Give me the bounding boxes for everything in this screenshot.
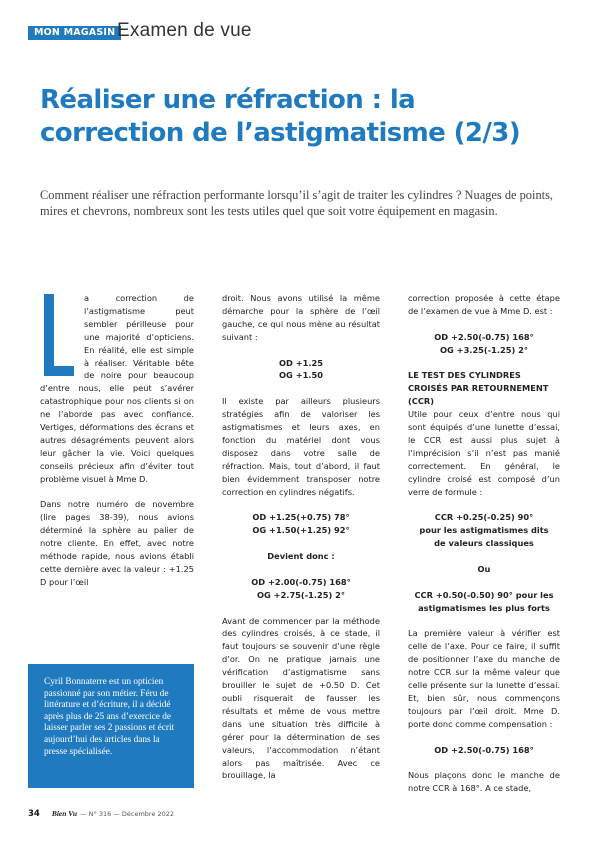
formula-line: CCR +0.25(-0.25) 90° xyxy=(434,512,534,523)
dropcap-letter-icon xyxy=(40,292,76,378)
paragraph: Utile pour ceux d’entre nous qui sont équipés d’une lunette d’essai, le CCR est aussi plus sujet à l’imprécision s’il n’est pas manié correctement. En général, le cylindre croisé est composé d’un verre de formule : xyxy=(408,409,560,497)
issue-info: — N° 316 — Décembre 2022 xyxy=(80,810,175,818)
formula xyxy=(222,357,380,383)
formula-line: OG +1.50(+1.25) 92° xyxy=(252,525,350,536)
section-tag: MON MAGASIN xyxy=(28,26,121,40)
article-column-3 xyxy=(408,292,560,808)
formula xyxy=(222,511,380,537)
dropcap xyxy=(40,292,76,380)
paragraph: Il existe par ailleurs plusieurs stratégies afin de valoriser les astigmatismes et leurs axes, en fonction du matériel dont vous disposez dans votre salle de réfraction. Mais, tout d’abord, il faut bien évidemment transposer notre correction en cylindres négatifs. xyxy=(222,396,380,497)
formula-line: OG +2.75(-1.25) 2° xyxy=(257,589,345,600)
formula-line: astigmatismes les plus forts xyxy=(418,602,550,613)
page-footer xyxy=(28,809,174,819)
subheading: LE TEST DES CYLINDRES CROISÉS PAR RETOURNEMENT (CCR) xyxy=(408,370,549,407)
article-column-2 xyxy=(222,292,380,795)
formula-line: pour les astigmatismes dits xyxy=(419,525,549,536)
paragraph: droit. Nous avons utilisé la même démarche pour la sphère de l’œil gauche, ce qui nous mène au résultat suivant : xyxy=(222,293,380,342)
paragraph: a correction de l’astigmatisme peut sembler périlleuse pour une majorité d’opticiens. En réalité, elle est simple à réaliser. Véritable bête de noire pour beaucoup d’entre nous, elle peut s’avérer catastrophique pour nos clients si on ne l’aborde pas avec confiance. Vertiges, déformations des écrans et autres désagréments peuvent alors leur gâcher la vie. Voici quelques conseils précieux afin d’éviter tout problème visuel à Mme D. xyxy=(40,293,194,484)
formula xyxy=(222,576,380,602)
formula xyxy=(408,511,560,550)
paragraph: Nous plaçons donc le manche de notre CCR à 168°. A ce stade, xyxy=(408,770,560,794)
formula-line: CCR +0.50(-0.50) 90° pour les xyxy=(414,589,554,600)
author-bio: Cyril Bonnaterre est un opticien passionné par son métier. Féru de littérature et d’écriture, il a décidé après plus de 25 ans d’exercice de laisser parler ses 2 passions et écrit aujourd’hui des articles dans la presse spécialisée. xyxy=(44,677,175,757)
section-title: Examen de vue xyxy=(117,20,252,41)
formula xyxy=(408,331,560,357)
formula-line: OG +1.50 xyxy=(279,370,323,381)
formula xyxy=(408,589,560,615)
paragraph: Avant de commencer par la méthode des cylindres croisés, à ce stade, il faut toujours se souvenir d’une règle d’or. On ne pratique jamais une vérification d’astigmatisme sans brouiller le sujet de +0.50 D. Cet oubli risquerait de fausser les résultats et même de vous mettre dans une situation très difficile à gérer pour la détermination de ses valeurs, l’accommodation n’étant alors pas maîtrisée. Avec ce brouillage, la xyxy=(222,615,380,781)
formula-label: Devient donc : xyxy=(267,551,335,562)
article-column-1 xyxy=(40,292,194,602)
article-title: Réaliser une réfraction : la correction de l’astigmatisme (2/3) xyxy=(40,85,521,148)
paragraph: Dans notre numéro de novembre (lire pages 38-39), nous avions déterminé la sphère au palier de notre cliente. En effet, avec notre méthode rapide, nous avions établi cette dernière avec la valeur : +1.25 D pour l’œil xyxy=(40,499,194,587)
formula-line: OD +1.25 xyxy=(278,357,323,368)
page-number: 34 xyxy=(28,809,40,819)
magazine-name: Bien Vu xyxy=(51,809,78,818)
formula-line: OD +2.00(-0.75) 168° xyxy=(251,576,351,587)
paragraph: La première valeur à vérifier est celle de l’axe. Pour ce faire, il suffit de positionner l’axe du manche de notre CCR sur la même valeur que celle présente sur la lunette d’essai. Et, bien sûr, nous commençons toujours par l’œil droit. Mme D. porte donc comme compensation : xyxy=(408,628,560,729)
paragraph: correction proposée à cette étape de l’examen de vue à Mme D. est : xyxy=(408,293,560,316)
formula-line: de valeurs classiques xyxy=(434,538,534,549)
formula-line: OD +1.25(+0.75) 78° xyxy=(252,512,350,523)
formula-line: OG +3.25(-1.25) 2° xyxy=(440,344,528,355)
formula: OD +2.50(-0.75) 168° xyxy=(434,744,534,755)
formula-line: OD +2.50(-0.75) 168° xyxy=(434,331,534,342)
formula-label: Ou xyxy=(477,563,491,574)
author-bio-box xyxy=(28,664,194,788)
article-intro: Comment réaliser une réfraction performante lorsqu’il s’agit de traiter les cylindres ? Nuages de points, mires et chevrons, nombreux sont les tests utiles quel que soit votre équipement en magasin. xyxy=(40,188,554,218)
